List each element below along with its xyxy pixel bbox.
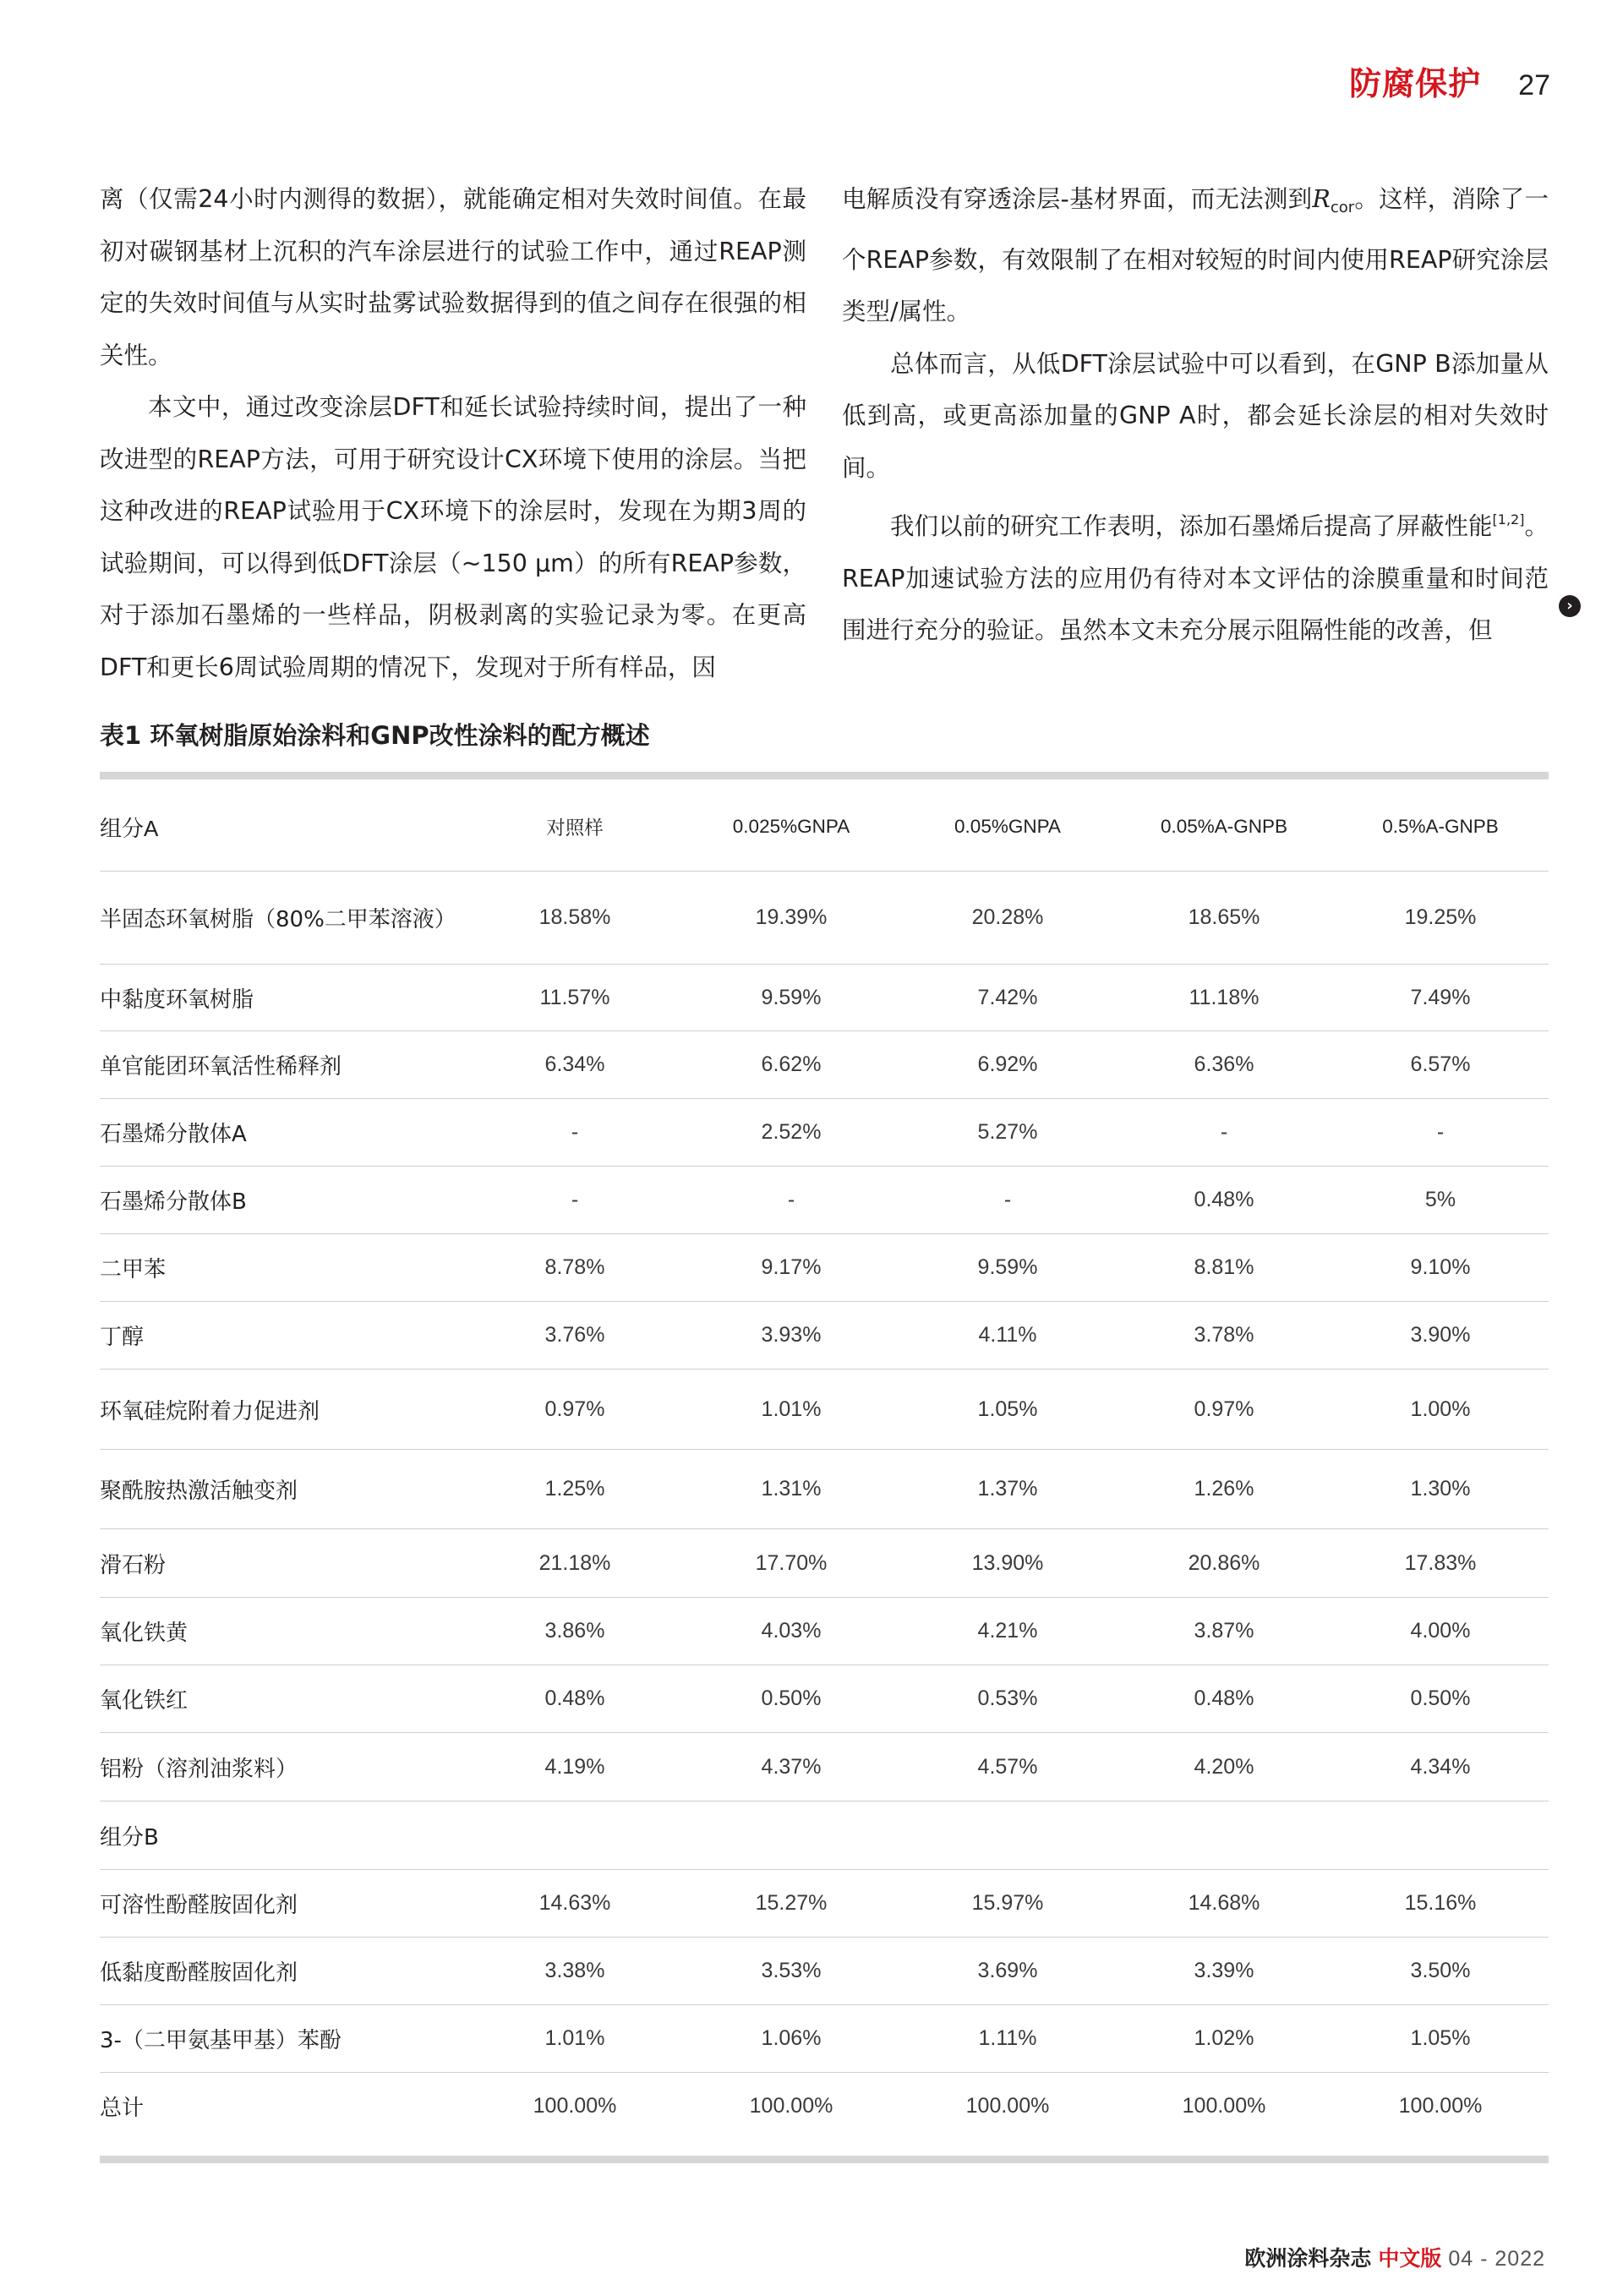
row-label: 聚酰胺热激活触变剂 [100,1450,467,1529]
paragraph: 离（仅需24小时内测得的数据），就能确定相对失效时间值。在最初对碳钢基材上沉积的汽车涂层进行的试验工作中，通过REAP测定的失效时间值与从实时盐雾试验数据得到的值之间存在很强的相关性。 [100,185,806,369]
paragraph-text: 我们以前的研究工作表明，添加石墨烯后提高了屏蔽性能 [890,512,1493,540]
table-cell: 6.34% [467,1031,683,1099]
table-cell: 1.01% [683,1369,899,1450]
table-cell: 6.62% [683,1031,899,1099]
table-cell: 4.37% [683,1733,899,1801]
table-cell: 3.50% [1332,1938,1549,2005]
formulation-table [100,783,1549,2140]
table-cell: 15.97% [899,1870,1116,1938]
table-cell: 20.28% [899,872,1116,965]
row-label: 二甲苯 [100,1234,467,1302]
table-cell: 4.57% [899,1733,1116,1801]
table-cell: - [1332,1099,1549,1167]
row-label: 可溶性酚醛胺固化剂 [100,1870,467,1938]
table-cell: 3.76% [467,1302,683,1369]
table-cell: 100.00% [533,2094,617,2118]
subscript: cor [1330,199,1355,216]
paragraph: 本文中，通过改变涂层DFT和延长试验持续时间，提出了一种改进型的REAP方法，可用于研究设计CX环境下使用的涂层。当把这种改进的REAP试验用于CX环境下的涂层时，发现在为期3周的试验期间，可以得到低DFT涂层（~150 μm）的所有REAP参数，对于添加石墨烯的一些样品，阴极剥离的实验记录为零。在更高DFT和更长6周试验周期的情况下，发现对于所有样品，因 [100,393,806,681]
table-cell [467,1801,683,1870]
table-cell: 0.50% [683,1665,899,1733]
table-cell: 0.48% [1116,1167,1332,1234]
page-header [1349,57,1550,104]
table-cell: 1.05% [899,1369,1116,1450]
table-row [100,1870,1549,1938]
row-label: 滑石粉 [100,1529,467,1598]
table-cell: 0.53% [899,1665,1116,1733]
row-label: 3-（二甲氨基甲基）苯酚 [100,2005,467,2073]
section-title: 防腐保护 [1349,65,1482,102]
reference-citation: [1,2] [1492,511,1525,528]
row-label: 低黏度酚醛胺固化剂 [100,1938,467,2005]
column-header: 对照样 [467,783,683,872]
table-cell: 3.39% [1116,1938,1332,2005]
table-title: 表1 环氧树脂原始涂料和GNP改性涂料的配方概述 [100,721,650,750]
table-cell: 1.37% [899,1450,1116,1529]
right-column [842,173,1549,693]
paragraph-text: 电解质没有穿透涂层-基材界面，而无法测到 [842,185,1313,213]
table-cell: - [1116,1099,1332,1167]
table-row [100,1733,1549,1801]
table-cell: 100.00% [965,2094,1050,2118]
left-column [100,173,806,693]
table-cell: 20.86% [1116,1529,1332,1598]
table-header-row [100,783,1549,872]
table-cell: 3.53% [683,1938,899,2005]
table-cell: 11.18% [1116,965,1332,1031]
table-cell: 14.68% [1116,1870,1332,1938]
table-cell: 0.48% [467,1665,683,1733]
row-label: 丁醇 [100,1302,467,1369]
table-cell: 4.34% [1332,1733,1549,1801]
table-cell: 4.03% [683,1598,899,1665]
paragraph: 总体而言，从低DFT涂层试验中可以看到，在GNP B添加量从低到高，或更高添加量的GNP A时，都会延长涂层的相对失效时间。 [842,349,1549,482]
table-row [100,1598,1549,1665]
page-number: 27 [1518,69,1550,101]
row-label: 氧化铁红 [100,1665,467,1733]
table-cell: 8.78% [467,1234,683,1302]
table-cell: 14.63% [467,1870,683,1938]
table-cell: 3.86% [467,1598,683,1665]
table-row [100,1302,1549,1369]
column-header: 0.05%A-GNPB [1116,783,1332,872]
table-cell: 100.00% [1182,2094,1266,2118]
table-cell: 1.31% [683,1450,899,1529]
table-cell: 0.97% [467,1369,683,1450]
table-cell: 3.38% [467,1938,683,2005]
column-header: 0.5%A-GNPB [1332,783,1549,872]
table-cell: 6.57% [1332,1031,1549,1099]
row-label: 石墨烯分散体B [100,1167,467,1234]
page-footer [1244,2242,1545,2272]
table-cell: 18.58% [467,872,683,965]
row-label: 半固态环氧树脂（80%二甲苯溶液） [100,872,467,965]
table-cell: 9.59% [683,965,899,1031]
table-cell: 5.27% [899,1099,1116,1167]
table-cell: 7.42% [899,965,1116,1031]
table-cell: 1.26% [1116,1450,1332,1529]
row-label: 单官能团环氧活性稀释剂 [100,1031,467,1099]
table-row [100,965,1549,1031]
table-cell: - [899,1167,1116,1234]
table-cell [683,1801,899,1870]
table-cell [899,1801,1116,1870]
issue-number: 04 - 2022 [1448,2247,1545,2271]
table-body [100,872,1549,2140]
table-row [100,1099,1549,1167]
table-cell: 18.65% [1116,872,1332,965]
r-symbol: R [1312,185,1331,213]
table-cell: 15.16% [1332,1870,1549,1938]
table-cell: 9.10% [1332,1234,1549,1302]
table-cell: 1.11% [899,2005,1116,2073]
table-cell: 19.39% [683,872,899,965]
row-label: 氧化铁黄 [100,1598,467,1665]
table-cell: 1.06% [683,2005,899,2073]
table-row [100,2005,1549,2073]
table-row [100,1369,1549,1450]
table-cell: 17.83% [1332,1529,1549,1598]
table-cell: 21.18% [467,1529,683,1598]
table-row [100,1801,1549,1870]
table-cell: 1.30% [1332,1450,1549,1529]
chevron-right-circle-icon: › [1559,595,1581,617]
table-cell: 3.93% [683,1302,899,1369]
table-cell: 6.92% [899,1031,1116,1099]
edition-label: 中文版 [1378,2246,1442,2271]
table-top-rule [100,772,1549,779]
table-cell: 4.19% [467,1733,683,1801]
table-row [100,1167,1549,1234]
table-cell: 0.97% [1116,1369,1332,1450]
table-cell: - [467,1099,683,1167]
magazine-name: 欧洲涂料杂志 [1244,2246,1372,2271]
table-cell: 100.00% [1398,2094,1483,2118]
table-row [100,2073,1549,2140]
table-bottom-rule [100,2156,1549,2163]
table-cell: 19.25% [1332,872,1549,965]
table-row [100,1450,1549,1529]
table-cell: - [467,1167,683,1234]
table-cell: 13.90% [899,1529,1116,1598]
table-cell: 7.49% [1332,965,1549,1031]
table-cell: 100.00% [749,2094,833,2118]
paragraph-text: 。这样，消除了一个REAP参数，有效限制了在相对较短的时间内使用REAP研究涂层类型/属性。 [842,185,1549,325]
row-label: 总计 [100,2096,145,2122]
table-row [100,1529,1549,1598]
row-label: 中黏度环氧树脂 [100,965,467,1031]
table-cell: 1.01% [467,2005,683,2073]
table-cell [1116,1801,1332,1870]
table-cell: 9.59% [899,1234,1116,1302]
table-cell: 0.50% [1332,1665,1549,1733]
table-cell: 3.78% [1116,1302,1332,1369]
table-cell: 17.70% [683,1529,899,1598]
table-cell: 9.17% [683,1234,899,1302]
table-cell: 1.05% [1332,2005,1549,2073]
paragraph-text: 。REAP加速试验方法的应用仍有待对本文评估的涂膜重量和时间范围进行充分的验证。虽然本文未充分展示阻隔性能的改善，但 [842,512,1549,644]
table-cell: 6.36% [1116,1031,1332,1099]
row-label: 环氧硅烷附着力促进剂 [100,1369,467,1450]
table-cell: 1.25% [467,1450,683,1529]
table-row [100,1031,1549,1099]
table-row [100,1234,1549,1302]
row-label: 组分B [100,1801,467,1870]
table-cell: 1.02% [1116,2005,1332,2073]
table-row [100,872,1549,965]
table-cell: 4.11% [899,1302,1116,1369]
article-body [100,173,1549,693]
row-label: 石墨烯分散体A [100,1099,467,1167]
table-row [100,1938,1549,2005]
table-cell: 15.27% [683,1870,899,1938]
table-cell: 5% [1332,1167,1549,1234]
table-cell [1332,1801,1549,1870]
table-cell: 2.52% [683,1099,899,1167]
table-row [100,1665,1549,1733]
column-header: 组分A [100,783,467,872]
paragraph [842,173,1549,338]
table-cell: 3.69% [899,1938,1116,2005]
row-label: 铝粉（溶剂油浆料） [100,1733,467,1801]
table-cell: 8.81% [1116,1234,1332,1302]
table-cell: 4.20% [1116,1733,1332,1801]
table-cell: 11.57% [467,965,683,1031]
table-cell: 0.48% [1116,1665,1332,1733]
column-header: 0.05%GNPA [899,783,1116,872]
table-cell: 3.87% [1116,1598,1332,1665]
column-header: 0.025%GNPA [683,783,899,872]
table-cell: 4.00% [1332,1598,1549,1665]
table-cell: 3.90% [1332,1302,1549,1369]
table-cell: - [683,1167,899,1234]
table-cell: 1.00% [1332,1369,1549,1450]
paragraph [842,494,1549,657]
table-cell: 4.21% [899,1598,1116,1665]
